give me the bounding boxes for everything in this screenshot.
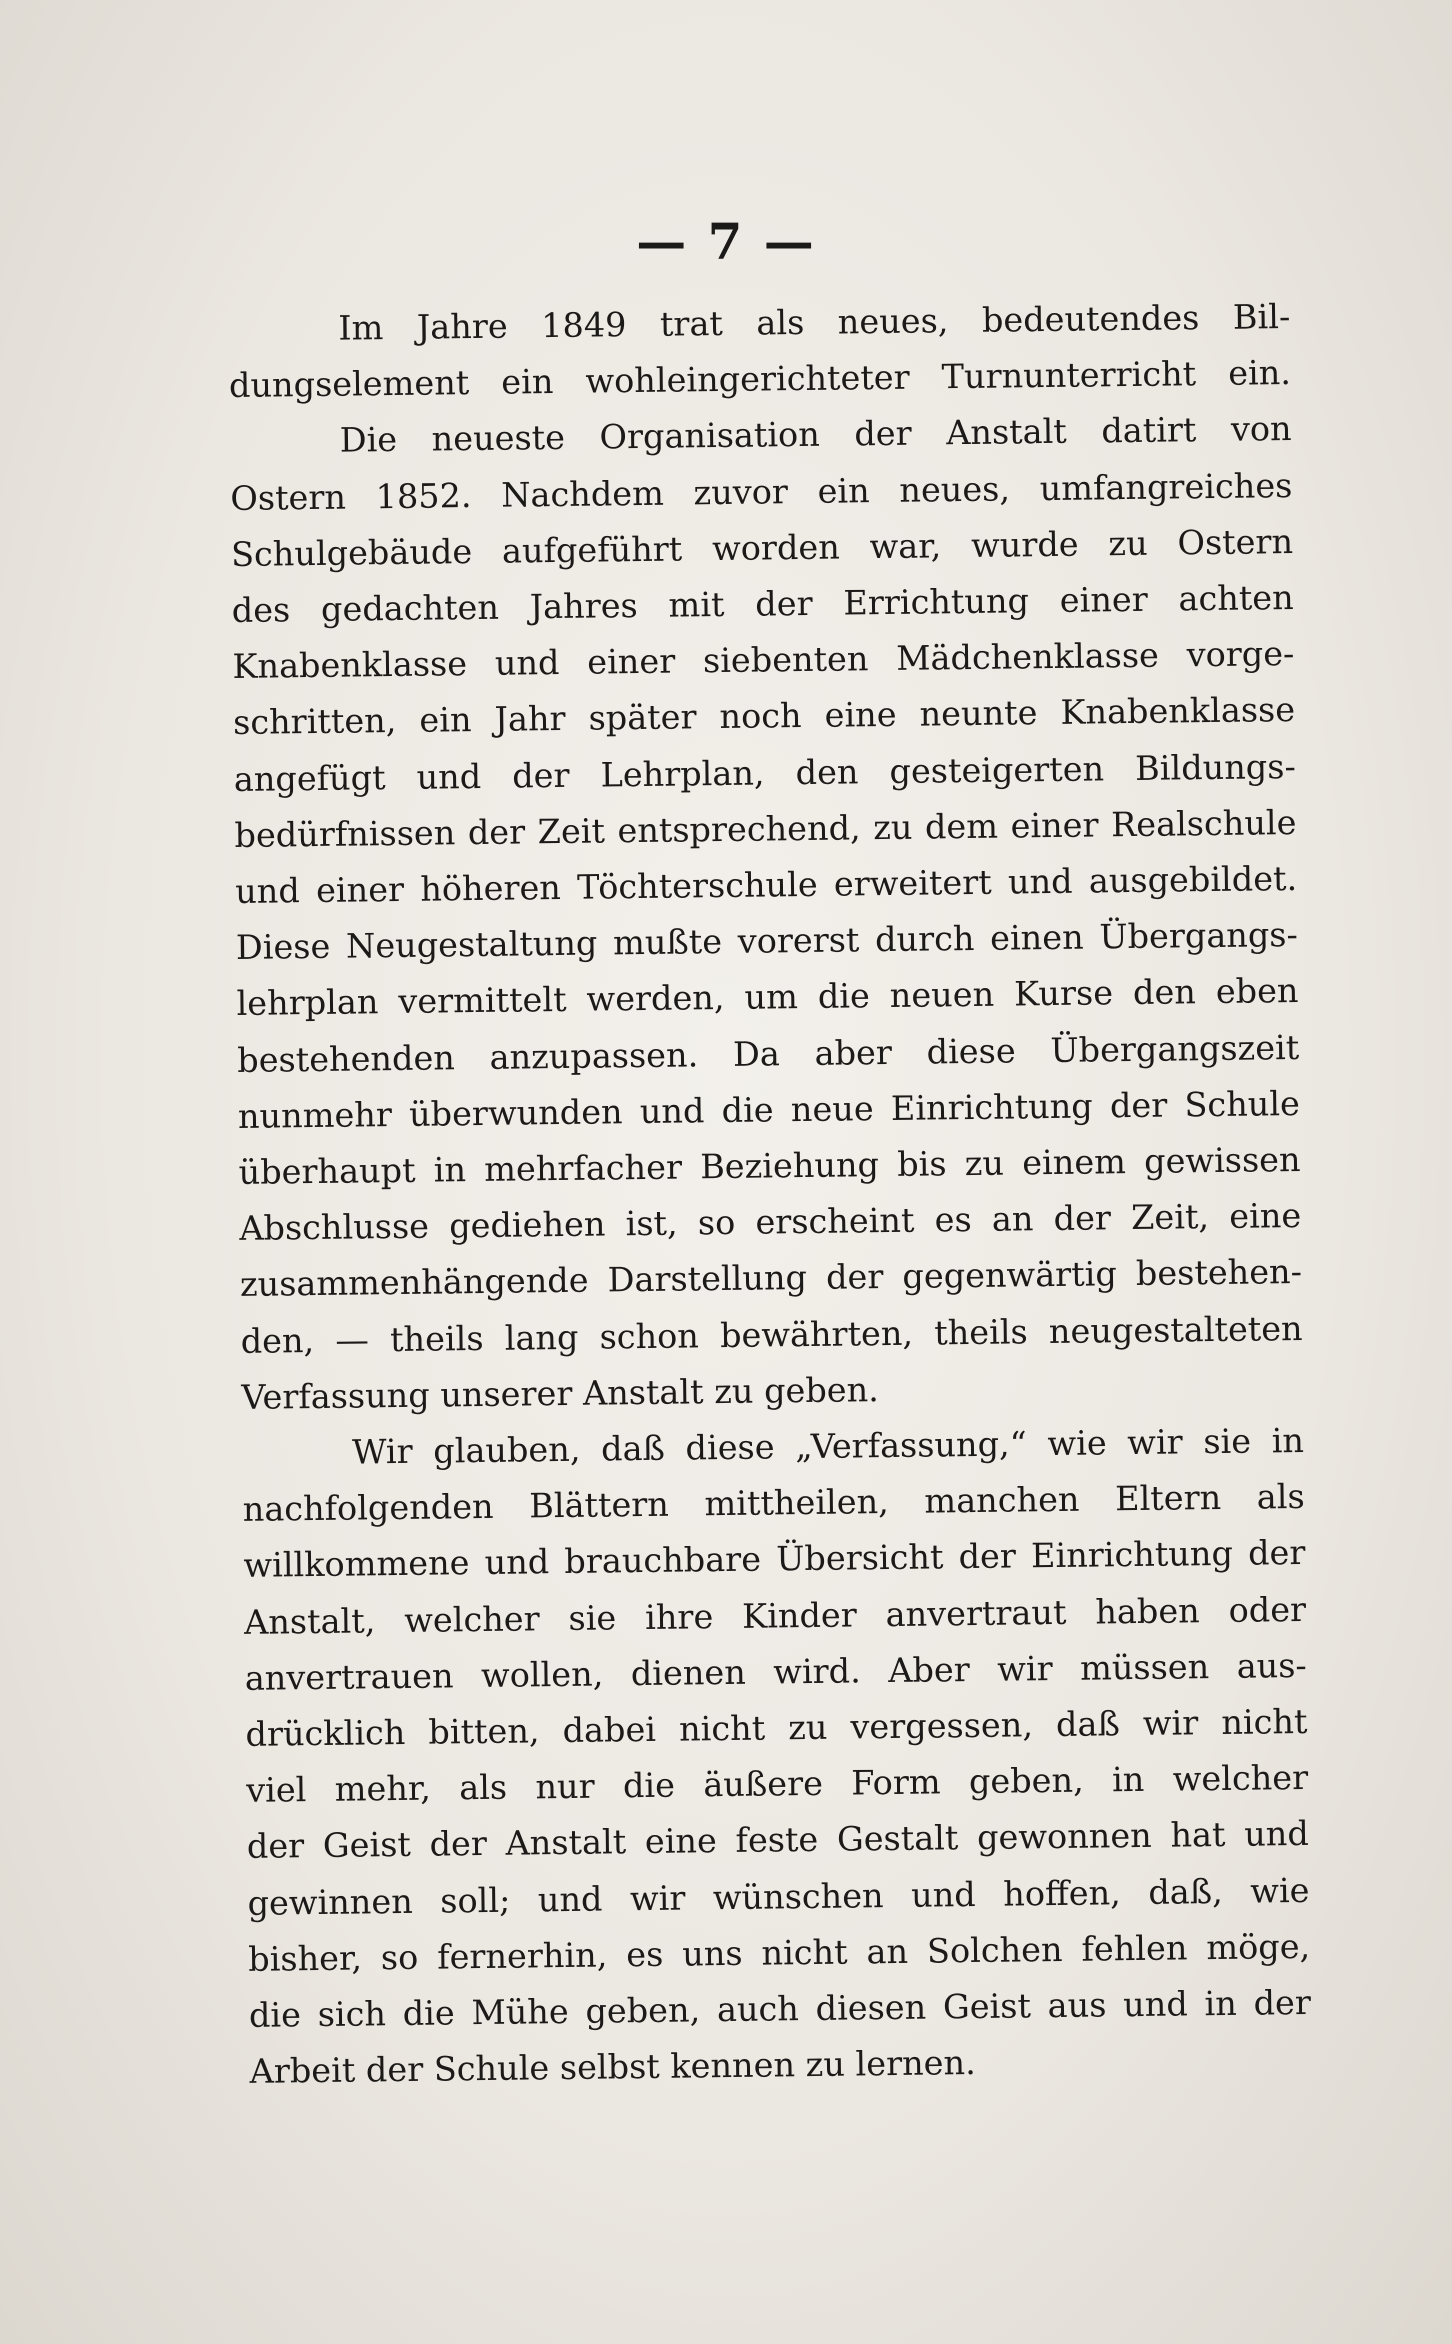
text-line: nunmehr überwunden und die neue Einrichtung der Schule	[237, 1083, 1301, 1136]
text-line: gewinnen soll; und wir wünschen und hoffen, daß, wie	[247, 1870, 1310, 1923]
text-line: lehrplan vermittelt werden, um die neuen Kurse den eben	[236, 971, 1299, 1024]
text-line: zusammenhängende Darstellung der gegenwärtig bestehen-	[239, 1252, 1303, 1305]
text-line: Ostern 1852. Nachdem zuvor ein neues, umfangreiches	[230, 465, 1293, 518]
text-line: überhaupt in mehrfacher Beziehung bis zu einem gewissen	[238, 1140, 1301, 1192]
text-line: Verfassung unserer Anstalt zu geben.	[241, 1369, 880, 1417]
text-line: Anstalt, welcher sie ihre Kinder anvertraut haben oder	[243, 1589, 1307, 1642]
body-text	[228, 289, 1312, 2100]
text-line: Abschlusse gediehen ist, so erscheint es an der Zeit, eine	[239, 1196, 1302, 1249]
text-line: den, — theils lang schon bewährten, theils neugestalteten	[240, 1308, 1303, 1361]
text-line: Wir glauben, daß diese „Verfassung,“ wie wir sie in	[351, 1421, 1305, 1472]
text-line: Schulgebäude aufgeführt worden war, wurde zu Ostern	[230, 521, 1294, 574]
text-line: drücklich bitten, dabei nicht zu vergessen, daß wir nicht	[245, 1701, 1308, 1754]
text-line: bedürfnissen der Zeit entsprechend, zu dem einer Realschule	[234, 802, 1297, 855]
text-line: Die neueste Organisation der Anstalt datirt von	[339, 409, 1292, 461]
text-line: die sich die Mühe geben, auch diesen Geist aus und in der	[248, 1982, 1312, 2035]
text-line: nachfolgenden Blättern mittheilen, manchen Eltern als	[242, 1477, 1305, 1530]
text-line: des gedachten Jahres mit der Errichtung einer achten	[231, 578, 1294, 630]
text-line: Im Jahre 1849 trat als neues, bedeutendes Bil-	[338, 297, 1291, 348]
text-line: willkommene und brauchbare Übersicht der Einrichtung der	[243, 1533, 1306, 1586]
text-line: bisher, so fernerhin, es uns nicht an Solchen fehlen möge,	[248, 1926, 1311, 1979]
text-line: Knabenklasse und einer siebenten Mädchenklasse vorge-	[232, 634, 1295, 687]
text-line: angefügt und der Lehrplan, den gesteigerten Bildungs-	[233, 746, 1296, 799]
text-line: viel mehr, als nur die äußere Form geben, in welcher	[245, 1758, 1309, 1811]
text-line: schritten, ein Jahr später noch eine neunte Knabenklasse	[232, 690, 1296, 743]
text-line: und einer höheren Töchterschule erweitert und ausgebildet.	[234, 859, 1298, 911]
text-line: anvertrauen wollen, dienen wird. Aber wir müssen aus-	[244, 1645, 1307, 1698]
page-number: — 7 —	[636, 212, 816, 271]
text-line: der Geist der Anstalt eine feste Gestalt gewonnen hat und	[246, 1814, 1310, 1867]
text-line: Diese Neugestaltung mußte vorerst durch einen Übergangs-	[235, 915, 1299, 968]
text-line: Arbeit der Schule selbst kennen zu lernen.	[249, 2043, 976, 2092]
text-line: dungselement ein wohleingerichteter Turnunterricht ein.	[228, 353, 1292, 406]
text-line: bestehenden anzupassen. Da aber diese Übergangszeit	[237, 1027, 1300, 1080]
